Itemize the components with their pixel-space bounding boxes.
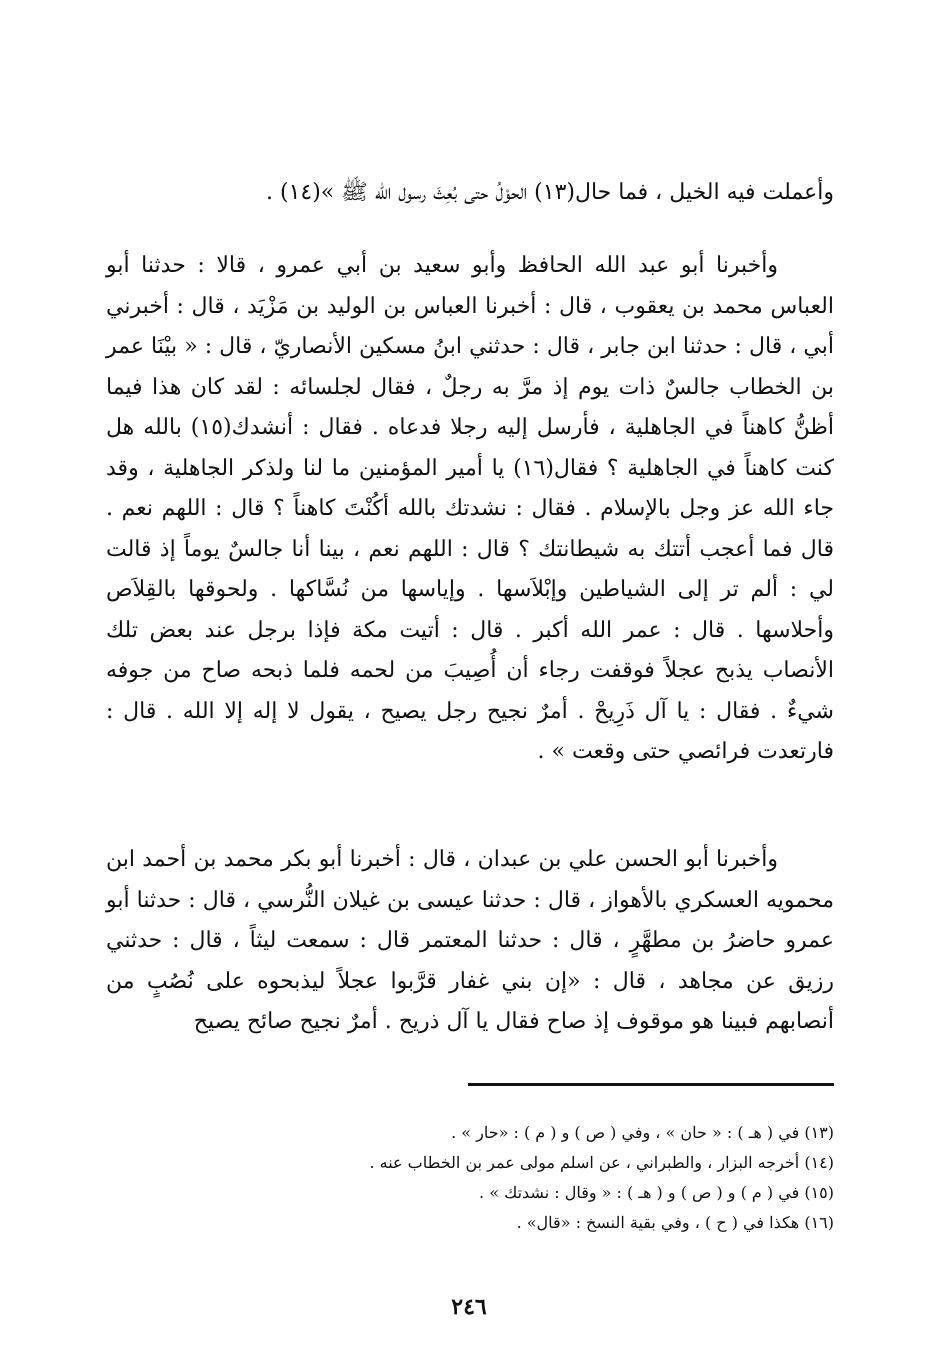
paragraph-2-text: وأخبرنا أبو عبد الله الحافظ وأبو سعيد بن أبي عمرو ، قالا : حدثنا أبو العباس محمد بن يعقوب ، قال : أخبرنا العباس بن الوليد بن مَزْيَد ، قال : أخبرني أبي ، قال : حدثنا ابن جابر ، قال : حدثني ابنُ مسكين الأنصاريّ ، قال : « بيْنَا عمر بن الخطاب جالسٌ ذات يوم إذ مرَّ به رجلٌ ، فقال لجلسائه : لقد كان هذا فيما أظنُّ كاهناً في الجاهلية ، فأرسل إليه رجلا فدعاه . فقال : أنشدك(١٥) بالله هل كنت كاهناً في الجاهلية ؟ فقال(١٦) يا أمير المؤمنين ما لنا ولذكر الجاهلية ، وقد جاء الله عز وجل بالإسلام . فقال : نشدتك بالله أكُنْتَ كاهناً ؟ قال : اللهم نعم . قال فما أعجب أتتك به شيطانتك ؟ قال : اللهم نعم ، بينا أنا جالسٌ يوماً إذ قالت لي : ألم تر إلى الشياطين وإبْلاَسها . وإياسها من نُسَّاكها . ولحوقها بالقِلاَص وأحلاسها . قال : عمر الله أكبر . قال : أتيت مكة فإذا برجل عند بعض تلك الأنصاب يذبح عجلاً فوقفت رجاء أن أُصِيبَ من لحمه فلما ذبحه صاح من جوفه شيءٌ . فقال : يا آل ذَرِيحْ . أمرٌ نجيح رجل يصيح ، يقول لا إله إلا الله . قال : فارتعدت فرائصي حتى وقعت » .: [106, 253, 835, 764]
footnote-15: (١٥) في ( م ) و ( ص ) و ( هـ ) : « وقال : نشدتك » .: [479, 1183, 834, 1202]
page-number: ٢٤٦: [451, 1294, 487, 1320]
paragraph-continuation: [106, 173, 834, 214]
footnote-13: (١٣) في ( هـ ) : « حان » ، وفي ( ص ) و ( م ) : «حار » .: [451, 1123, 834, 1142]
footnote-16: (١٦) هكذا في ( ح ) ، وفي بقية النسخ : «قال» .: [516, 1213, 834, 1232]
paragraph-1-text: وأعملت فيه الخيل ، فما حال(١٣) الحوْلُ حتى بُعِثَ رسول الله ﷺ »(١٤) .: [266, 180, 834, 205]
footnotes: [106, 1118, 834, 1238]
paragraph-3-text: وأخبرنا أبو الحسن علي بن عبدان ، قال : أخبرنا أبو بكر محمد بن أحمد ابن محمويه العسكري بالأهواز ، قال : حدثنا عيسى بن غيلان النُّرسي ، قال : حدثنا أبو عمرو حاضرُ بن مطهَّرٍ ، قال : حدثنا المعتمر قال : سمعت ليثاً ، قال : حدثني رزيق عن مجاهد ، قال : «إن بني غفار قرَّبوا عجلاً ليذبحوه على نُصُبٍ من أنصابهم فبينا هو موقوف إذ صاح فقال يا آل ذريح . أمرٌ نجيح صائح يصيح: [106, 847, 834, 1034]
footnote-14: (١٤) أخرجه البزار ، والطبراني ، عن اسلم مولى عمر بن الخطاب عنه .: [369, 1153, 834, 1172]
paragraph-narration-umar: [106, 246, 834, 773]
paragraph-narration-ghifar: [106, 840, 834, 1043]
footnote-divider: [468, 1083, 834, 1086]
